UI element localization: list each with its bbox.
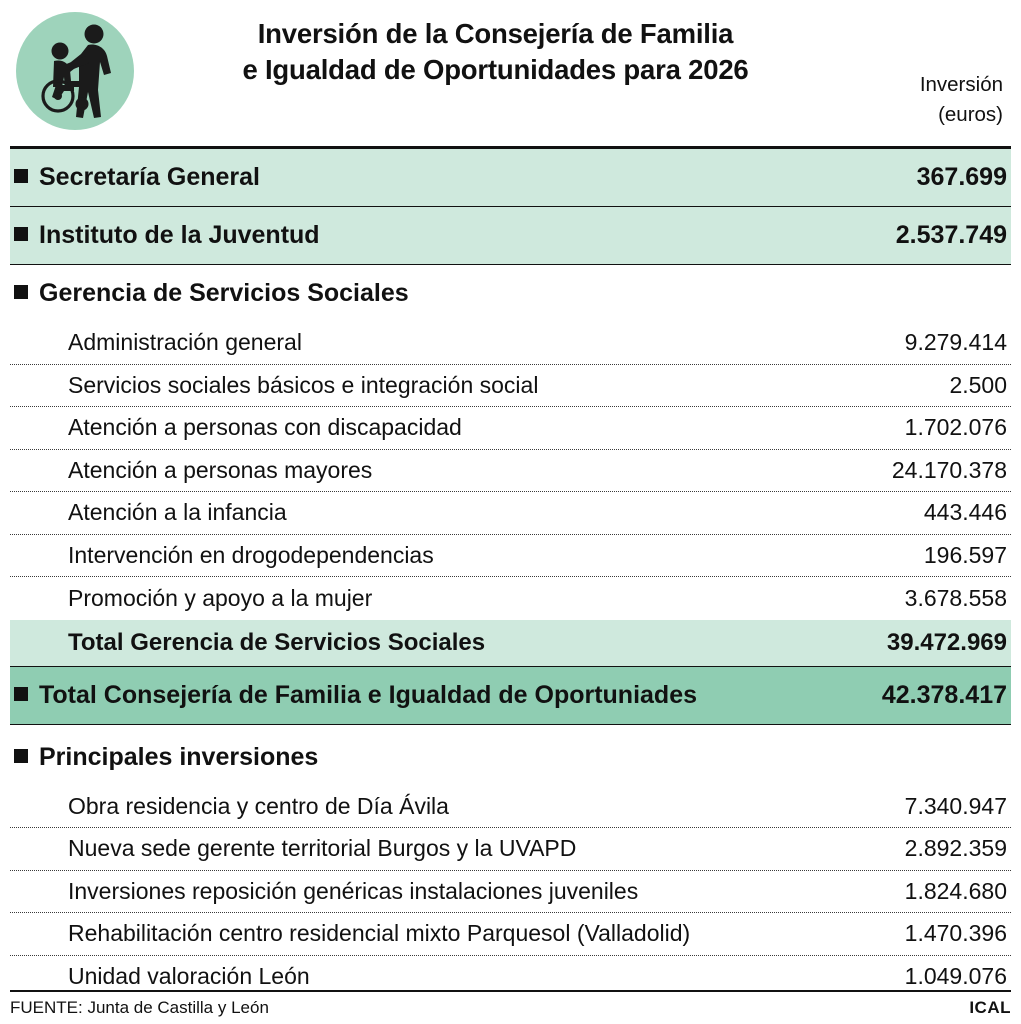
square-bullet-icon — [14, 169, 28, 183]
table-row — [10, 729, 1011, 786]
logo-container — [10, 8, 140, 130]
brand-label: ICAL — [969, 998, 1011, 1017]
row-label: Promoción y apoyo a la mujer — [68, 584, 373, 611]
table-row — [10, 407, 1011, 450]
row-value: 196.597 — [923, 541, 1007, 568]
table-row — [10, 149, 1011, 206]
row-value: 1.824.680 — [904, 877, 1007, 904]
row-label: Atención a personas con discapacidad — [68, 414, 462, 441]
footer — [10, 990, 1011, 1018]
table-row — [10, 365, 1011, 408]
row-label: Rehabilitación centro residencial mixto Parquesol (Valladolid) — [68, 920, 691, 947]
row-value: 2.500 — [949, 371, 1007, 398]
row-label: Inversiones reposición genéricas instalaciones juveniles — [68, 877, 639, 904]
row-value: 9.279.414 — [904, 329, 1007, 356]
table-row — [10, 492, 1011, 535]
row-label: Secretaría General — [14, 163, 907, 192]
title-line-1: Inversión de la Consejería de Familia — [257, 18, 734, 49]
table-row — [10, 322, 1011, 365]
row-label: Atención a la infancia — [68, 499, 287, 526]
table-row — [10, 828, 1011, 871]
table-row-total — [10, 667, 1011, 724]
row-value: 1.702.076 — [904, 414, 1007, 441]
row-label: Total Consejería de Familia e Igualdad de Oportuniades — [14, 681, 872, 710]
source-note: FUENTE: Junta de Castilla y León — [10, 998, 269, 1017]
row-label: Atención a personas mayores — [68, 456, 373, 483]
row-value: 39.472.969 — [886, 628, 1007, 656]
table-row — [10, 871, 1011, 914]
title-line-2: e Igualdad de Oportunidades para 2026 — [242, 54, 749, 86]
row-label: Nueva sede gerente territorial Burgos y la UVAPD — [68, 835, 577, 862]
row-value: 1.049.076 — [904, 963, 1007, 990]
row-label: Gerencia de Servicios Sociales — [14, 279, 997, 308]
row-label: Administración general — [68, 329, 302, 356]
row-value: 1.470.396 — [904, 920, 1007, 947]
row-value: 24.170.378 — [891, 456, 1007, 483]
header — [10, 0, 1011, 146]
column-header-unit — [861, 8, 1011, 129]
row-label: Principales inversiones — [14, 743, 997, 772]
row-value: 2.892.359 — [904, 835, 1007, 862]
table-row — [10, 913, 1011, 956]
square-bullet-icon — [14, 687, 28, 701]
row-label: Total Gerencia de Servicios Sociales — [68, 628, 486, 656]
row-label: Intervención en drogodependencias — [68, 541, 434, 568]
row-value: 3.678.558 — [904, 584, 1007, 611]
square-bullet-icon — [14, 749, 28, 763]
row-value: 42.378.417 — [881, 680, 1007, 709]
table-row — [10, 786, 1011, 829]
row-value: 2.537.749 — [895, 221, 1007, 249]
table-row-subtotal — [10, 620, 1011, 666]
unit-label-line-2: (euros) — [938, 102, 1003, 126]
table-row — [10, 450, 1011, 493]
wheelchair-assistance-icon — [16, 12, 134, 130]
row-label: Obra residencia y centro de Día Ávila — [68, 792, 449, 819]
square-bullet-icon — [14, 285, 28, 299]
row-label: Instituto de la Juventud — [14, 221, 886, 250]
table-row — [10, 265, 1011, 322]
page-title — [140, 8, 861, 89]
row-label: Servicios sociales básicos e integración social — [68, 371, 539, 398]
row-value: 443.446 — [923, 499, 1007, 526]
row-value: 7.340.947 — [904, 792, 1007, 819]
table-row — [10, 577, 1011, 620]
unit-label-line-1: Inversión — [919, 73, 1003, 96]
square-bullet-icon — [14, 227, 28, 241]
row-label: Unidad valoración León — [68, 963, 310, 990]
table-row — [10, 535, 1011, 578]
row-value: 367.699 — [916, 163, 1007, 191]
table-row — [10, 207, 1011, 264]
